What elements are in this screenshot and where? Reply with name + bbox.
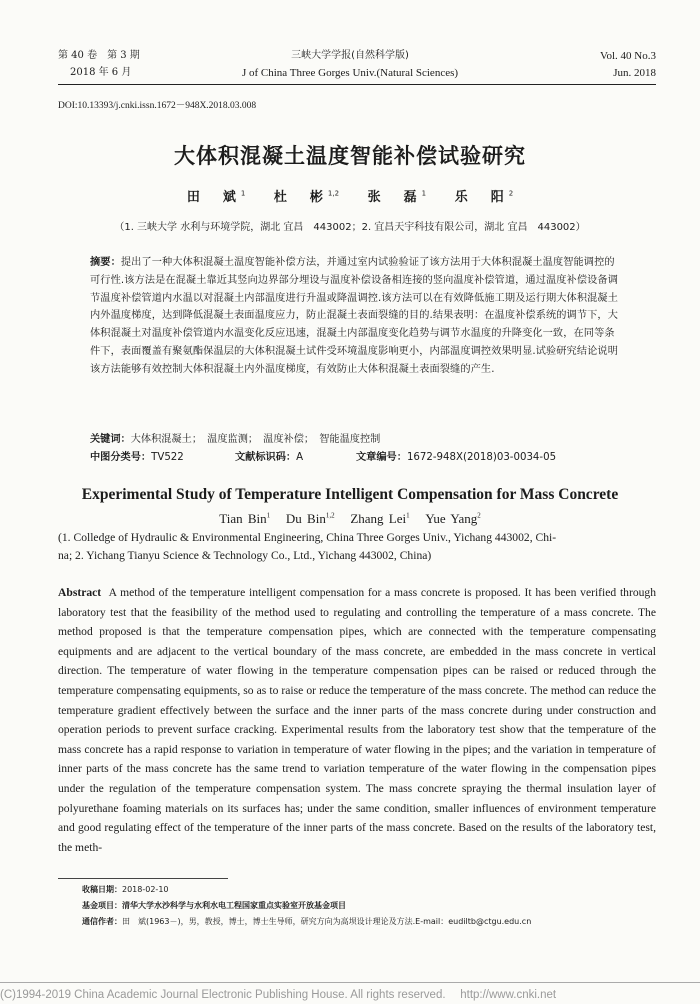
paper-title-en: Experimental Study of Temperature Intelligent Compensation for Mass Concrete <box>81 486 619 503</box>
keywords-cn <box>90 430 380 445</box>
volume-issue-en: Vol. 40 No.3 <box>599 50 656 62</box>
abstract-en <box>58 583 656 857</box>
footnote-rule <box>58 878 228 879</box>
author-cn: 田 斌$^1$ <box>186 189 246 205</box>
paper-title-cn: 大体积混凝土温度智能补偿试验研究 <box>174 144 526 168</box>
received-date: 收稿日期：2018-02-10 <box>82 885 169 894</box>
abstract-cn <box>90 254 620 379</box>
author-cn: 杜 彬$^{1,2}$ <box>273 189 340 205</box>
abstract-text-cn: 提出了一种大体积混凝土温度智能补偿方法，并通过室内试验验证了该方法用于大体积混凝土温度智能调控的可行性.该方法是在混凝土靠近其竖向边界部分埋设与温度补偿设备相连接的竖向温度补偿管道，通过温度补偿设备调节温度补偿管道内水温以对混凝土内部温度进行升温或降温调控.该方法可以在有效降低施工期及运行期大体积混凝土内外温度梯度，达到降低混凝土表面温度应力，防止混凝土表面裂缝的目的.结果表明：在温度补偿系统的调节下，大体积混凝土对温度补偿管道内水温变化反应迅速，混凝土内部温度变化趋势与调节水温度的升降变化一致，在同等条件下，表面覆盖有聚氨酯保温层的大体积混凝土试件受环境温度影响更小，内部温度调控效果明显.试验研究结论说明该方法能够有效控制大体积混凝土内外温度梯度，有效防止大体积混凝土表面裂缝的产生. <box>90 257 618 375</box>
fund-project: 基金项目：清华大学水沙科学与水利水电工程国家重点实验室开放基金项目 <box>82 901 346 910</box>
abstract-label-en: Abstract <box>58 586 102 599</box>
author-en: Zhang Lei$^1$ <box>350 511 410 526</box>
date-cn: 2018 年 6 月 <box>70 67 132 78</box>
affiliation-en-line1: (1. Colledge of Hydraulic & Environmental Engineering, China Three Gorges Univ., Yichang 443002, Chi- <box>58 531 557 544</box>
copyright-notice: (C)1994-2019 China Academic Journal Electronic Publishing House. All rights reserved. http://www.cnki.net <box>0 989 557 1001</box>
header-rule <box>58 84 656 85</box>
clc-number: 中图分类号：TV522 <box>90 452 184 463</box>
author-list-cn <box>0 186 700 205</box>
journal-name-en: J of China Three Gorges Univ.(Natural Sciences) <box>241 67 459 79</box>
author-en: Yue Yang$^2$ <box>425 511 481 526</box>
copyright-rule <box>0 982 700 983</box>
doi: DOI:10.13393/j.cnki.issn.1672－948X.2018.03.008 <box>58 101 257 111</box>
abstract-text-en: A method of the temperature intelligent compensation for a mass concrete is proposed. It has been verified through laboratory test that the feasibility of the method used to regulating and controlling the temperature of a mass concrete. The method proposed is that the temperature compensation pipes, which are connected with the temperature compensating equipments and are adjacent to the vertical boundary of the mass concrete, are embedded in the mass concrete in vertical direction. The temperature of water flowing in the temperature compensation pipes can be raised or reduced through the temperature compensating equipments, so as to raise or reduce the temperature of the mass concrete. The method can reduce the temperature gradient effectively between the surface and the inner parts of the mass concrete during under construction and operation periods to prevent surface cracking. Experimental results from the laboratory test show that the temperature of the mass concrete has a rapid response to variation in temperature of water flowing in the pipes; and the variation in temperature of inner parts of the mass concrete has the same trend to variation temperature of the water flowing in the compensation pipes under the regulation of the temperature compensation system. The mass concrete spraying the thermal insulation layer of polyurethane foaming materials on its surfaces has; under the same condition, smaller influences of environment temperature and good regulating effect of the temperature of the inner parts of the mass concrete. Based on the results of the laboratory test, the meth- <box>58 586 657 854</box>
affiliation-en-line2: na; 2. Yichang Tianyu Science & Technology Co., Ltd., Yichang 443002, China) <box>58 549 432 562</box>
author-en: Du Bin$^{1,2}$ <box>285 511 335 526</box>
document-code: 文献标识码：A <box>235 452 304 463</box>
affiliation-en <box>58 529 658 565</box>
date-en: Jun. 2018 <box>613 67 656 79</box>
volume-issue-cn: 第 40 卷 第 3 期 <box>58 50 140 61</box>
author-cn: 张 磊$^1$ <box>367 189 427 205</box>
keywords-text-cn: 大体积混凝土； 温度监测； 温度补偿； 智能温度控制 <box>130 434 381 445</box>
author-cn: 乐 阳$^2$ <box>454 189 514 205</box>
journal-name-cn: 三峡大学学报(自然科学版) <box>291 50 409 61</box>
affiliation-cn: （1. 三峡大学 水利与环境学院，湖北 宜昌 443002；2. 宜昌天宇科技有限公司，湖北 宜昌 443002） <box>114 222 586 233</box>
article-number: 文章编号：1672-948X(2018)03-0034-05 <box>356 452 557 463</box>
author-en: Tian Bin$^1$ <box>219 511 271 526</box>
corresponding-author: 通信作者：田 斌(1963－)，男，教授，博士，博士生导师，研究方向为高坝设计理论及方法.E-mail：eudiltb@ctgu.edu.cn <box>82 917 532 926</box>
author-list-en <box>0 511 700 527</box>
keywords-label-cn: 关键词： <box>90 434 131 445</box>
abstract-label-cn: 摘要： <box>90 257 121 268</box>
